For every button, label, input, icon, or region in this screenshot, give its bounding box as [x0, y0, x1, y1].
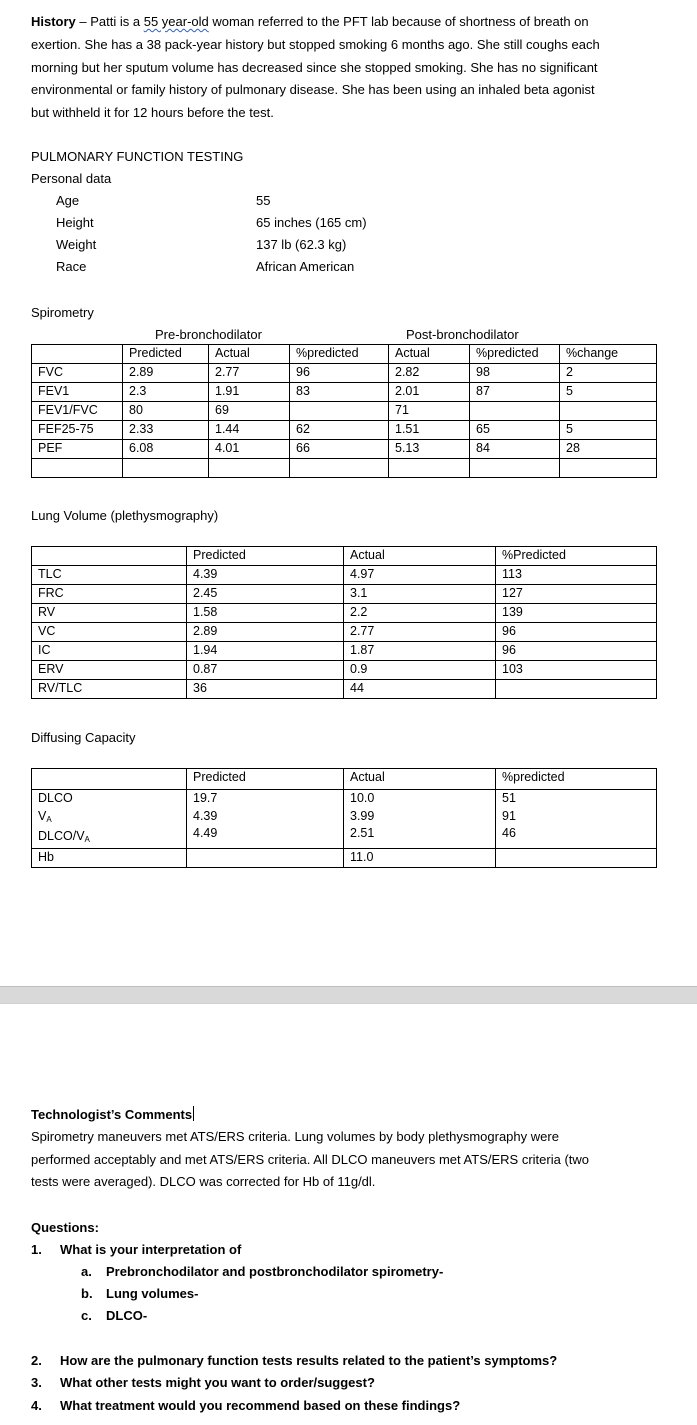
header-pct-predicted: %predicted	[496, 769, 657, 790]
header-actual: Actual	[209, 345, 290, 364]
question-1b-letter: b.	[81, 1286, 93, 1301]
text-cursor	[193, 1106, 194, 1121]
spirometry-table	[31, 344, 657, 478]
table-row: DLCO 19.7 10.0 51	[32, 790, 657, 809]
table-row: RV/TLC 36 44	[32, 680, 657, 699]
pre-bronchodilator-label: Pre-bronchodilator	[155, 327, 262, 342]
table-row: PEF 6.08 4.01 66 5.13 84 28	[32, 440, 657, 459]
comments-line-3: tests were averaged). DLCO was corrected for Hb of 11g/dl.	[31, 1174, 376, 1189]
comments-heading[interactable]: Technologist’s Comments	[31, 1107, 193, 1122]
history-label: History	[31, 14, 76, 29]
question-1c: DLCO-	[106, 1308, 148, 1323]
history-line-2: exertion. She has a 38 pack-year history but stopped smoking 6 months ago. She still coughs each	[31, 37, 600, 52]
question-1: What is your interpretation of	[60, 1242, 242, 1257]
header-pct-change: %change	[560, 345, 657, 364]
table-header-row	[32, 769, 657, 790]
question-3: What other tests might you want to order/suggest?	[60, 1375, 375, 1390]
history-line-3: morning but her sputum volume has decreased since she stopped smoking. She has no significant	[31, 60, 598, 75]
personal-label-race: Race	[56, 259, 87, 274]
table-row: FEV1/FVC 80 69 71	[32, 402, 657, 421]
post-bronchodilator-label: Post-bronchodilator	[406, 327, 519, 342]
table-row: TLC 4.39 4.97 113	[32, 566, 657, 585]
table-row: RV 1.58 2.2 139	[32, 604, 657, 623]
table-row: IC 1.94 1.87 96	[32, 642, 657, 661]
header-actual: Actual	[344, 547, 496, 566]
personal-label-height: Height	[56, 215, 94, 230]
table-row: FVC 2.89 2.77 96 2.82 98 2	[32, 364, 657, 383]
personal-value-age: 55	[256, 193, 271, 208]
personal-data-heading: Personal data	[31, 171, 112, 186]
table-header-row	[32, 345, 657, 364]
diffusing-capacity-table	[31, 768, 657, 868]
pft-heading: PULMONARY FUNCTION TESTING	[31, 149, 244, 164]
lung-volume-heading: Lung Volume (plethysmography)	[31, 508, 219, 523]
question-2-number: 2.	[31, 1353, 42, 1368]
personal-value-race: African American	[256, 259, 355, 274]
personal-value-height: 65 inches (165 cm)	[256, 215, 367, 230]
questions-heading: Questions:	[31, 1220, 99, 1235]
question-4-number: 4.	[31, 1398, 42, 1413]
question-2: How are the pulmonary function tests results related to the patient’s symptoms?	[60, 1353, 558, 1368]
table-row: FRC 2.45 3.1 127	[32, 585, 657, 604]
table-row: FEF25-75 2.33 1.44 62 1.51 65 5	[32, 421, 657, 440]
lung-volume-table	[31, 546, 657, 699]
question-1-number: 1.	[31, 1242, 42, 1257]
question-1b: Lung volumes-	[106, 1286, 199, 1301]
question-1a: Prebronchodilator and postbronchodilator spirometry-	[106, 1264, 444, 1279]
question-1a-letter: a.	[81, 1264, 92, 1279]
table-row: Hb 11.0	[32, 849, 657, 868]
header-actual: Actual	[389, 345, 470, 364]
question-3-number: 3.	[31, 1375, 42, 1390]
personal-label-weight: Weight	[56, 237, 97, 252]
diffusing-capacity-heading: Diffusing Capacity	[31, 730, 136, 745]
history-line-4: environmental or family history of pulmonary disease. She has been using an inhaled beta agonist	[31, 82, 595, 97]
table-row: ERV 0.87 0.9 103	[32, 661, 657, 680]
table-row: $V_A$ DLCO/$V_A$ 4.39 4.49 3.99 2.51 91 46	[32, 808, 657, 849]
header-pct-predicted: %predicted	[290, 345, 389, 364]
header-predicted: Predicted	[187, 547, 344, 566]
personal-label-age: Age	[56, 193, 80, 208]
personal-value-weight: 137 lb (62.3 kg)	[256, 237, 347, 252]
spellcheck-flagged-text[interactable]: 55 year-old	[143, 14, 209, 29]
header-predicted: Predicted	[123, 345, 209, 364]
header-actual: Actual	[344, 769, 496, 790]
spirometry-heading: Spirometry	[31, 305, 94, 320]
table-row: FEV1 2.3 1.91 83 2.01 87 5	[32, 383, 657, 402]
table-row-empty	[32, 459, 657, 478]
page-break	[0, 986, 697, 1004]
table-row: VC 2.89 2.77 96	[32, 623, 657, 642]
header-predicted: Predicted	[187, 769, 344, 790]
header-pct-predicted: %Predicted	[496, 547, 657, 566]
history-line-5: but withheld it for 12 hours before the test.	[31, 105, 274, 120]
header-pct-predicted: %predicted	[470, 345, 560, 364]
table-header-row	[32, 547, 657, 566]
question-1c-letter: c.	[81, 1308, 92, 1323]
history-line-1: History – Patti is a 55 year-old woman referred to the PFT lab because of shortness of breath on	[31, 14, 589, 29]
comments-line-1: Spirometry maneuvers met ATS/ERS criteria. Lung volumes by body plethysmography were	[31, 1129, 559, 1144]
comments-line-2: performed acceptably and met ATS/ERS criteria. All DLCO maneuvers met ATS/ERS criteria (two	[31, 1152, 589, 1167]
question-4: What treatment would you recommend based on these findings?	[60, 1398, 461, 1413]
